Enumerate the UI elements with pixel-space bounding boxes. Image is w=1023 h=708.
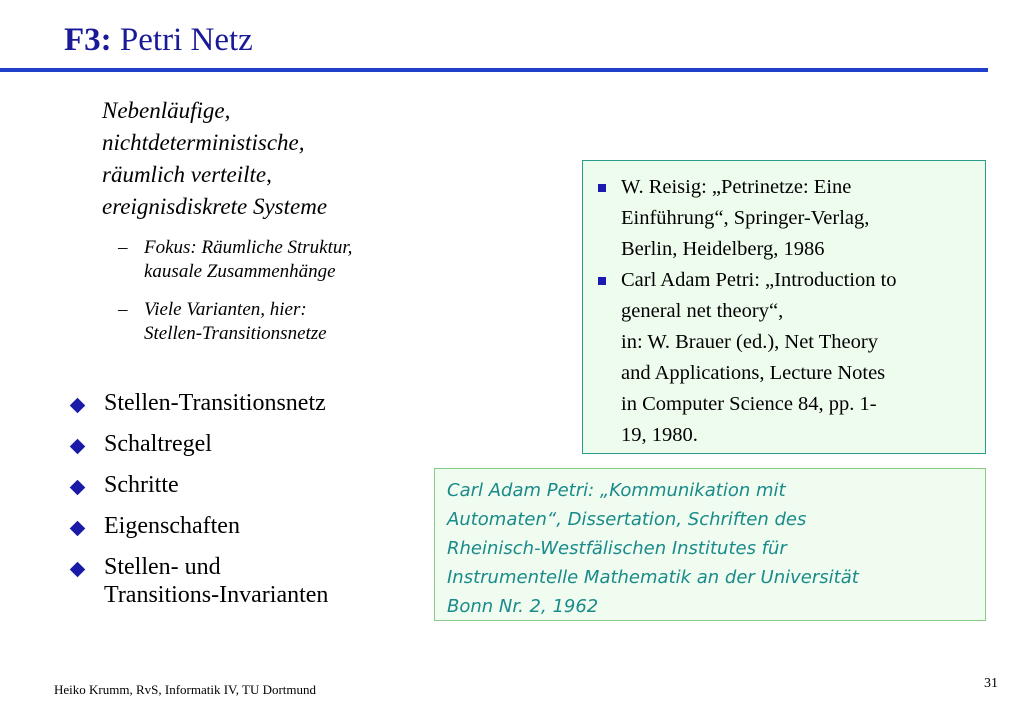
slide-title xyxy=(64,20,253,60)
intro-line: ereignisdiskrete Systeme xyxy=(102,194,328,219)
subpoint-line: kausale Zusammenhänge xyxy=(144,261,336,282)
square-icon xyxy=(598,184,606,192)
topic-item xyxy=(66,430,436,458)
title-rule xyxy=(0,68,988,72)
subpoint-line: Stellen-Transitionsnetze xyxy=(144,323,327,344)
topic-label: Stellen- und xyxy=(104,554,221,580)
reference-line: Berlin, Heidelberg, 1986 xyxy=(621,238,825,260)
subpoint-focus xyxy=(118,236,448,284)
reference-line: Carl Adam Petri: „Introduction to xyxy=(621,269,897,291)
reference-item xyxy=(595,265,975,451)
diamond-icon xyxy=(70,439,86,455)
diamond-icon xyxy=(70,480,86,496)
intro-text xyxy=(102,95,442,223)
intro-line: nichtdeterministische, xyxy=(102,130,305,155)
subpoint-line: Viele Varianten, hier: xyxy=(144,299,307,320)
dash-bullet: – xyxy=(118,237,128,258)
square-icon xyxy=(598,277,606,285)
reference-line: and Applications, Lecture Notes xyxy=(621,362,886,384)
topic-label: Stellen-Transitionsnetz xyxy=(104,390,326,416)
topic-label: Schritte xyxy=(104,472,179,498)
reference-line: 19, 1980. xyxy=(621,424,698,446)
topic-item xyxy=(66,389,436,417)
note-line: Automaten“, Dissertation, Schriften des xyxy=(447,509,807,530)
dissertation-note xyxy=(434,468,986,621)
topic-item xyxy=(66,553,436,609)
dash-bullet: – xyxy=(118,299,128,320)
reference-line: Einführung“, Springer-Verlag, xyxy=(621,207,870,229)
reference-line: general net theory“, xyxy=(621,300,784,322)
topic-item xyxy=(66,471,436,499)
topic-list xyxy=(66,389,436,622)
reference-line: in: W. Brauer (ed.), Net Theory xyxy=(621,331,878,353)
reference-line: in Computer Science 84, pp. 1- xyxy=(621,393,877,415)
page-number: 31 xyxy=(984,676,998,691)
note-line: Bonn Nr. 2, 1962 xyxy=(447,596,599,617)
note-line: Rheinisch-Westfälischen Institutes für xyxy=(447,538,787,559)
note-line: Carl Adam Petri: „Kommunikation mit xyxy=(447,480,786,501)
topic-label: Schaltregel xyxy=(104,431,212,457)
reference-line: W. Reisig: „Petrinetze: Eine xyxy=(621,176,852,198)
diamond-icon xyxy=(70,398,86,414)
reference-item xyxy=(595,172,975,265)
topic-item xyxy=(66,512,436,540)
diamond-icon xyxy=(70,562,86,578)
intro-line: Nebenläufige, xyxy=(102,98,231,123)
note-line: Instrumentelle Mathematik an der Universität xyxy=(447,567,859,588)
subpoint-variants xyxy=(118,298,448,346)
slide-title-prefix: F3: xyxy=(64,22,112,58)
topic-label: Eigenschaften xyxy=(104,513,240,539)
slide-title-text: Petri Netz xyxy=(119,22,253,58)
topic-label: Transitions-Invarianten xyxy=(104,582,329,608)
subpoint-line: Fokus: Räumliche Struktur, xyxy=(144,237,353,258)
footer-text: Heiko Krumm, RvS, Informatik IV, TU Dortmund xyxy=(54,682,317,697)
intro-line: räumlich verteilte, xyxy=(102,162,272,187)
references-box xyxy=(582,160,986,454)
diamond-icon xyxy=(70,521,86,537)
